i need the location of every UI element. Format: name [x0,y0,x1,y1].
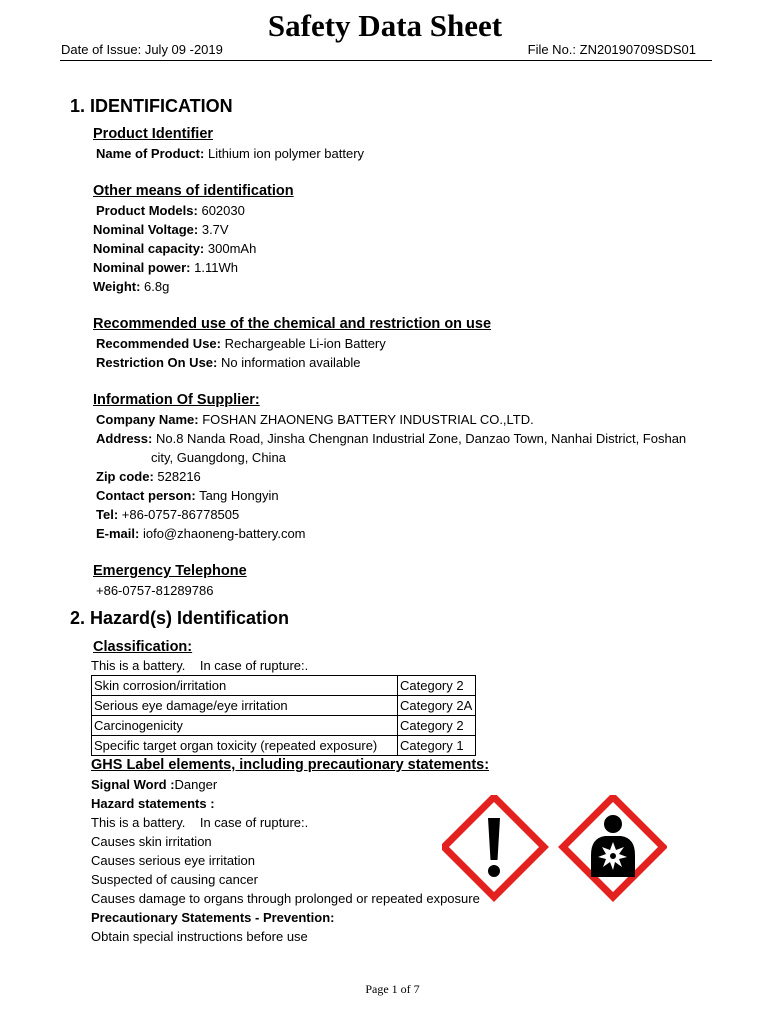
emergency-telephone-value: +86-0757-81289786 [96,583,214,598]
email-line: E-mail: iofo@zhaoneng-battery.com [96,526,306,541]
table-row [92,676,476,696]
health-hazard-icon [563,797,663,897]
hazard-statement: Suspected of causing cancer [91,872,258,887]
prevention-statement: Obtain special instructions before use [91,929,308,944]
hazard-class-cell: Specific target organ toxicity (repeated exposure) [92,736,398,756]
recommended-use-line: Recommended Use: Rechargeable Li-ion Battery [96,336,386,351]
table-row [92,736,476,756]
classification-table [91,675,476,756]
product-identifier-heading: Product Identifier [93,126,214,142]
hazard-class-cell: Serious eye damage/eye irritation [92,696,398,716]
company-name-line: Company Name: FOSHAN ZHAONENG BATTERY INDUSTRIAL CO.,LTD. [96,412,534,427]
address-line: Address: No.8 Nanda Road, Jinsha Chengnan Industrial Zone, Danzao Town, Nanhai District, Foshan [96,431,687,446]
contact-person-line: Contact person: Tang Hongyin [96,488,279,503]
hazard-category-cell: Category 1 [398,736,476,756]
other-means-heading: Other means of identification [93,183,294,199]
address-line-continued: city, Guangdong, China [151,450,286,465]
zip-code-line: Zip code: 528216 [96,469,201,484]
classification-heading: Classification: [93,639,193,655]
restriction-on-use-line: Restriction On Use: No information available [96,355,361,370]
hazard-statement: Causes serious eye irritation [91,853,256,868]
table-row [92,716,476,736]
nominal-capacity-line: Nominal capacity: 300mAh [93,241,257,256]
hazard-statement: This is a battery. In case of rupture:. [91,815,309,830]
exclamation-mark-icon [444,797,544,897]
ghs-pictograms [442,795,667,925]
prevention-label: Precautionary Statements - Prevention: [91,910,335,925]
classification-note: This is a battery. In case of rupture:. [91,658,309,673]
recommended-use-heading: Recommended use of the chemical and restriction on use [93,316,492,332]
ghs-label-heading: GHS Label elements, including precautionary statements: [91,757,490,773]
weight-line: Weight: 6.8g [93,279,170,294]
nominal-power-line: Nominal power: 1.11Wh [93,260,238,275]
page-number: Page 1 of 7 [365,982,420,996]
document-title: Safety Data Sheet [267,8,503,43]
hazard-statement: Causes damage to organs through prolonged or repeated exposure [91,891,480,906]
supplier-heading: Information Of Supplier: [93,392,260,408]
hazard-category-cell: Category 2A [398,696,476,716]
product-models-line: Product Models: 602030 [96,203,245,218]
section-1-heading: 1. IDENTIFICATION [70,96,233,116]
hazard-statement: Causes skin irritation [91,834,212,849]
issue-date: Date of Issue: July 09 -2019 [61,42,223,57]
section-2-heading: 2. Hazard(s) Identification [70,608,290,628]
hazard-category-cell: Category 2 [398,716,476,736]
file-number: File No.: ZN20190709SDS01 [527,42,696,57]
tel-line: Tel: +86-0757-86778505 [96,507,240,522]
hazard-statements-label: Hazard statements : [91,796,215,811]
hazard-class-cell: Carcinogenicity [92,716,398,736]
emergency-telephone-heading: Emergency Telephone [93,563,247,579]
hazard-class-cell: Skin corrosion/irritation [92,676,398,696]
hazard-category-cell: Category 2 [398,676,476,696]
signal-word-line: Signal Word :Danger [91,777,218,792]
header-divider [60,60,712,61]
nominal-voltage-line: Nominal Voltage: 3.7V [93,222,229,237]
product-name-line: Name of Product: Lithium ion polymer battery [96,146,365,161]
table-row [92,696,476,716]
